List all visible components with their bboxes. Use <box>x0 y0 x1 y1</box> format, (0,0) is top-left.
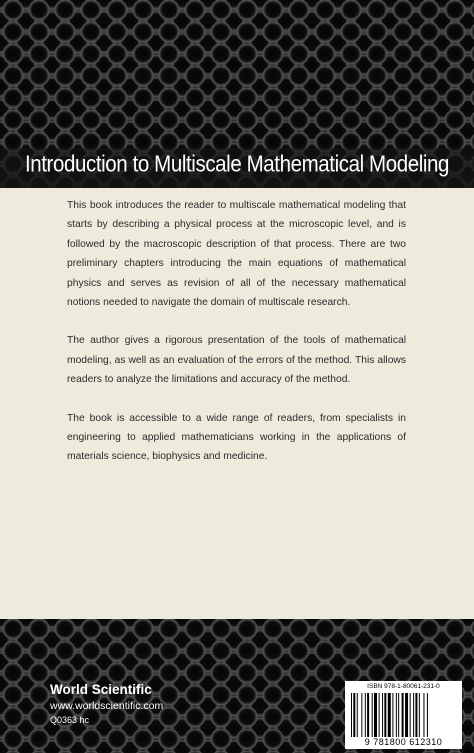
description-paragraph-2: The author gives a rigorous presentation of the tools of mathematical modeling, as well as an evaluation of the errors of the method. This allows readers to analyze the limitations and accuracy of the method. <box>67 335 406 386</box>
product-code: Q0363 hc <box>50 715 90 725</box>
description-text <box>67 196 406 486</box>
description-paragraph-1: This book introduces the reader to multiscale mathematical modeling that starts by describing a physical process at the microscopic level, and is followed by the macroscopic description of that process. There are two preliminary chapters introducing the main equations of mathematical physics and serves as revision of all of the necessary mathematical notions needed to navigate the domain of multiscale research. <box>67 200 406 309</box>
description-paragraph-3: The book is accessible to a wide range of readers, from specialists in engineering to applied mathematicians working in the applications of materials science, biophysics and medicine. <box>67 412 406 463</box>
barcode-digits: 9 781800 612310 <box>364 737 443 747</box>
barcode-box <box>345 681 462 749</box>
publisher-name: World Scientific <box>50 682 152 697</box>
isbn-label: ISBN 978-1-80061-231-0 <box>367 683 440 690</box>
publisher-website: www.worldscientific.com <box>50 700 164 712</box>
barcode-icon <box>351 693 456 737</box>
book-title: Introduction to Multiscale Mathematical Modeling <box>24 151 450 178</box>
